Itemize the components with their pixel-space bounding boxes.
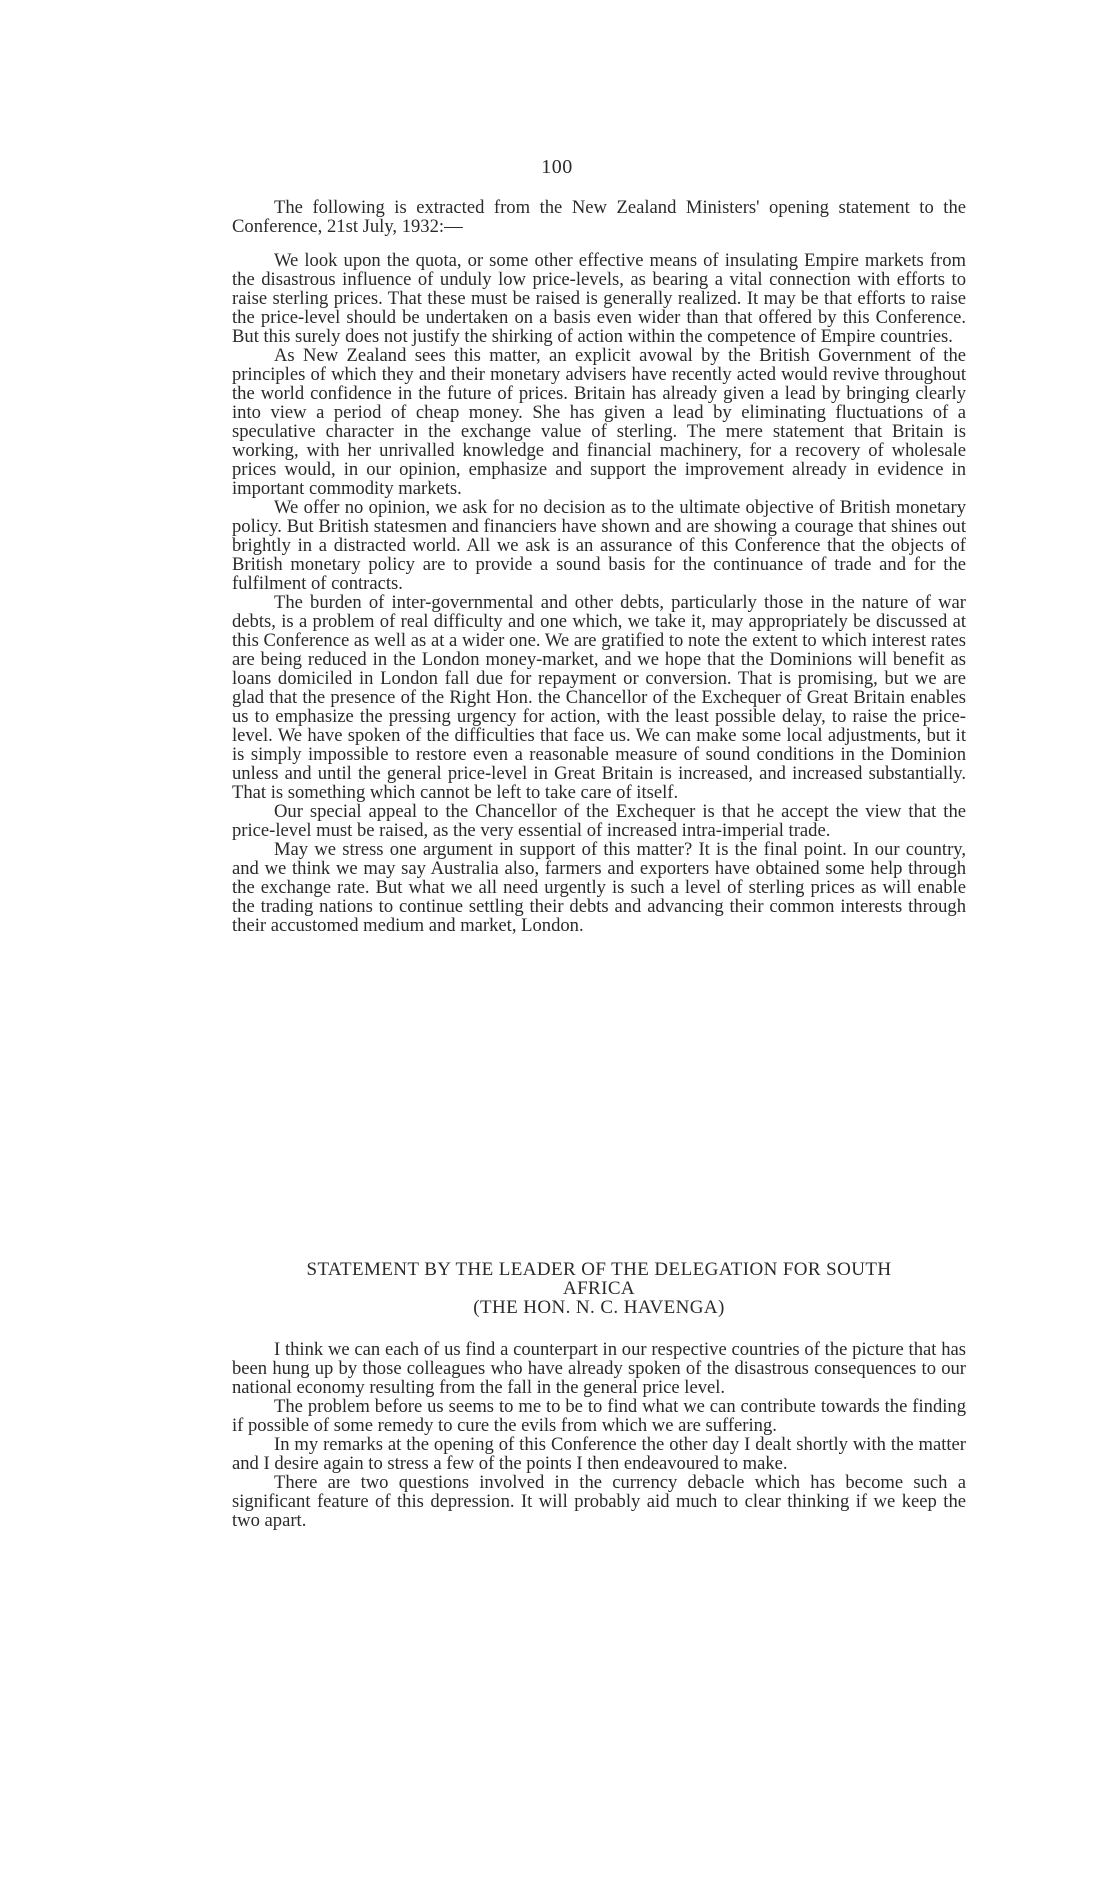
section-body — [232, 1340, 966, 1530]
quote-paragraph-4: The burden of inter-governmental and other debts, particularly those in the nature of war debts, is a problem of real difficulty and one which, we take it, may appropriately be discussed at this Conference as well as at a wider one. We are gratified to note the extent to which interest rates are being reduced in the London money-market, and we hope that the Dominions will benefit as loans domiciled in London fall due for repayment or conversion. That is promising, but we are glad that the presence of the Right Hon. the Chancellor of the Exchequer of Great Britain enables us to emphasize the pressing urgency for action, with the least possible delay, to raise the price-level. We have spoken of the difficulties that face us. We can make some local adjustments, but it is simply impossible to restore even a reasonable measure of sound conditions in the Dominion unless and until the general price-level in Great Britain is increased, and increased substantially. That is something which cannot be left to take care of itself. — [232, 592, 966, 803]
section-paragraph-4: There are two questions involved in the currency debacle which has become such a significant feature of this depression. It will probably aid much to clear thinking if we keep the two apart. — [232, 1472, 966, 1531]
page-number: 100 — [541, 156, 573, 178]
quote-paragraph-6: May we stress one argument in support of this matter? It is the final point. In our country, and we think we may say Australia also, farmers and exporters have obtained some help through the exchange rate. But what we all need urgently is such a level of sterling prices as will enable the trading nations to continue settling their debts and advancing their common interests through their accustomed medium and market, London. — [232, 839, 966, 936]
quote-paragraph-2: As New Zealand sees this matter, an explicit avowal by the British Government of the principles of which they and their monetary advisers have recently acted would revive throughout the world confidence in the future of prices. Britain has already given a lead by bringing clearly into view a period of cheap money. She has given a lead by eliminating fluctuations of a speculative character in the exchange value of sterling. The mere statement that Britain is working, with her unrivalled knowledge and financial machinery, for a recovery of wholesale prices would, in our opinion, emphasize and support the improvement already in evidence in important commodity markets. — [232, 345, 966, 499]
quoted-statement — [232, 251, 966, 935]
quote-paragraph-3: We offer no opinion, we ask for no decision as to the ultimate objective of British monetary policy. But British statesmen and financiers have shown and are showing a courage that shines out brightly in a distracted world. All we ask is an assurance of this Conference that the objects of British monetary policy are to provide a sound basis for the continuance of trade and for the fulfilment of contracts. — [232, 497, 966, 594]
section-heading — [232, 1260, 966, 1317]
quote-paragraph-1: We look upon the quota, or some other effective means of insulating Empire markets from the disastrous influence of unduly low price-levels, as bearing a vital connection with efforts to raise sterling prices. That these must be raised is generally realized. It may be that efforts to raise the price-level should be undertaken on a basis even wider than that offered by this Conference. But this surely does not justify the shirking of action within the competence of Empire countries. — [232, 250, 966, 347]
quote-paragraph-5: Our special appeal to the Chancellor of the Exchequer is that he accept the view that the price-level must be raised, as the very essential of increased intra-imperial trade. — [232, 801, 966, 841]
section-paragraph-2: The problem before us seems to me to be to find what we can contribute towards the finding if possible of some remedy to cure the evils from which we are suffering. — [232, 1396, 966, 1436]
section-heading-line-3: (THE HON. N. C. HAVENGA) — [473, 1297, 725, 1318]
section-heading-line-2: AFRICA — [562, 1278, 636, 1299]
intro-paragraph: The following is extracted from the New Zealand Ministers' opening statement to the Conference, 21st July, 1932:— — [232, 197, 966, 237]
section-heading-line-1: STATEMENT BY THE LEADER OF THE DELEGATION FOR SOUTH — [306, 1259, 892, 1280]
intro-block — [232, 198, 966, 236]
section-paragraph-3: In my remarks at the opening of this Conference the other day I dealt shortly with the matter and I desire again to stress a few of the points I then endeavoured to make. — [232, 1434, 966, 1474]
section-paragraph-1: I think we can each of us find a counterpart in our respective countries of the picture that has been hung up by those colleagues who have already spoken of the disastrous consequences to our national economy resulting from the fall in the general price level. — [232, 1339, 966, 1398]
